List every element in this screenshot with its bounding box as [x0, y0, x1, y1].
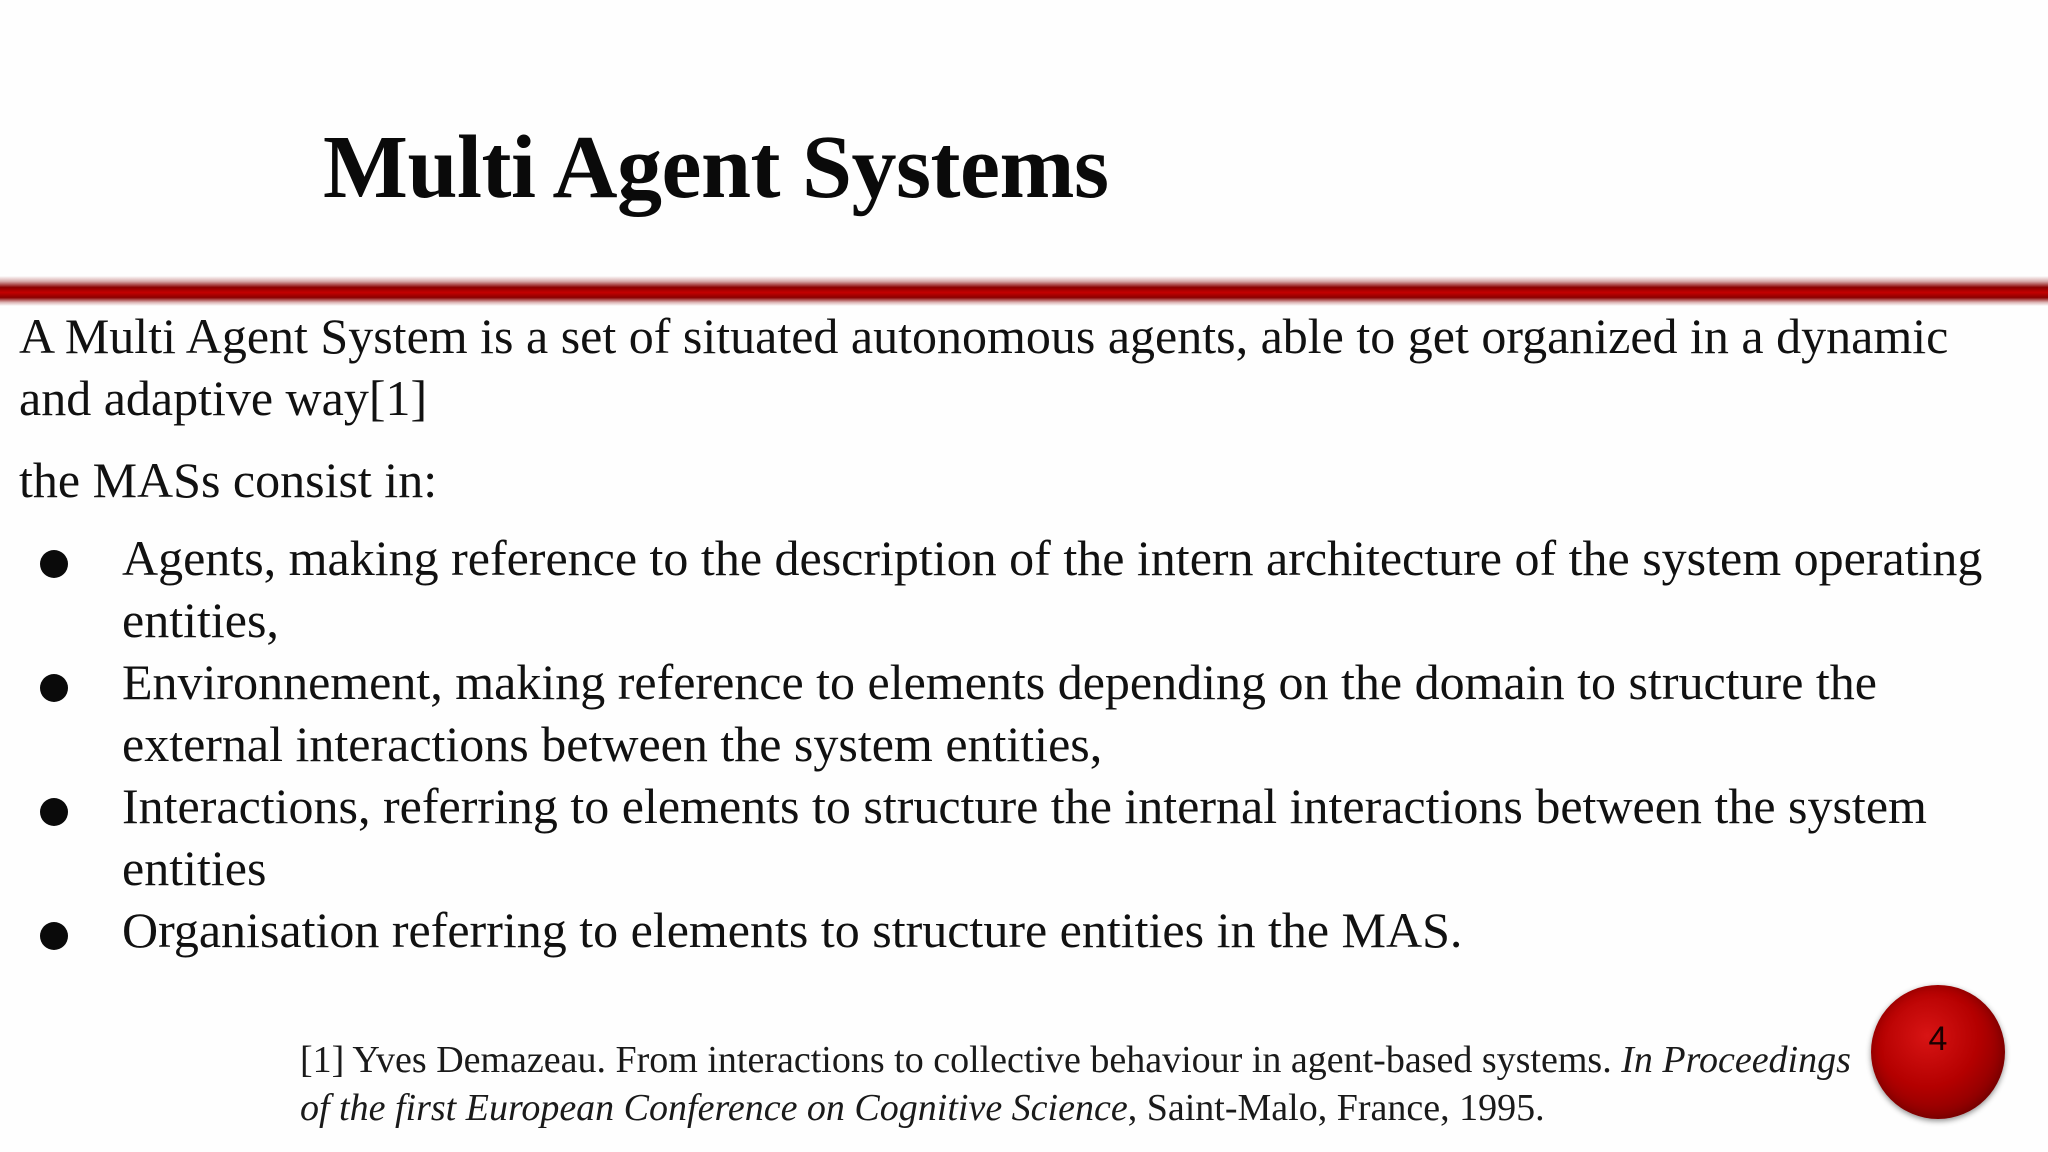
list-item [0, 899, 2000, 961]
bullet-icon [40, 674, 68, 702]
bullet-icon [40, 550, 68, 578]
footnote-venue: In Proceedings of the first European Conference on Cognitive Science [300, 1039, 1851, 1129]
footnote-suffix: , Saint-Malo, France, 1995. [1127, 1087, 1545, 1129]
footnote-prefix: [1] Yves Demazeau. From interactions to collective behaviour in agent-based systems. [300, 1039, 1622, 1081]
components-list [0, 527, 2000, 961]
list-item-text: Interactions, referring to elements to structure the internal interactions between the system entities [122, 778, 1927, 896]
page-number-badge [1871, 985, 2005, 1119]
intro-paragraph: A Multi Agent System is a set of situated autonomous agents, able to get organized in a dynamic and adaptive way[1] [19, 308, 1949, 426]
bullet-icon [40, 922, 68, 950]
bullet-icon [40, 798, 68, 826]
page-number: 4 [1928, 1020, 1948, 1058]
list-item-text: Organisation referring to elements to structure entities in the MAS. [122, 902, 1463, 958]
consist-label: the MASs consist in: [19, 452, 438, 508]
title-divider-bar [0, 276, 2048, 306]
footnote-reference [300, 1036, 1860, 1132]
list-item [0, 775, 2000, 899]
list-item [0, 651, 2000, 775]
list-item [0, 527, 2000, 651]
list-item-text: Agents, making reference to the description of the intern architecture of the system operating entities, [122, 530, 1983, 648]
slide-title: Multi Agent Systems [323, 118, 1109, 217]
list-item-text: Environnement, making reference to elements depending on the domain to structure the external interactions between the system entities, [122, 654, 1877, 772]
